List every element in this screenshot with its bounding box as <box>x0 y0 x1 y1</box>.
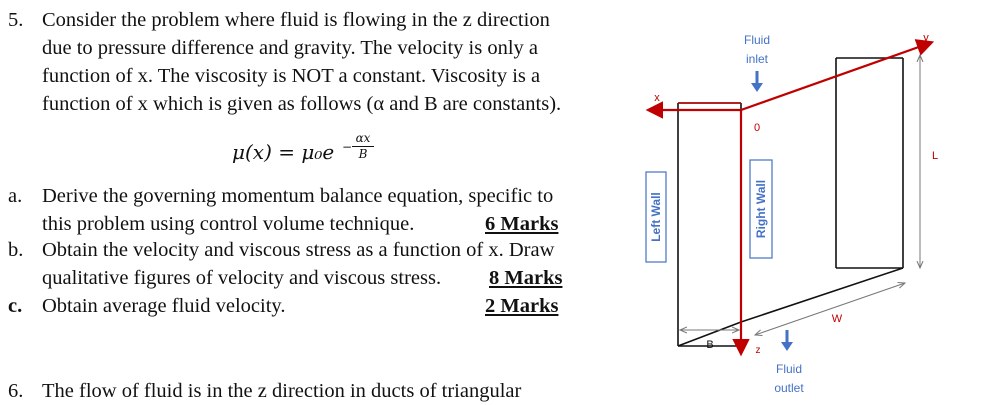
viscosity-equation <box>232 140 334 164</box>
q5-line-1: Consider the problem where fluid is flowing in the z direction <box>42 9 550 31</box>
q5-line-2: due to pressure difference and gravity. The velocity is only a <box>42 37 539 59</box>
part-c-label: c. <box>8 295 23 317</box>
exponent-sign: − <box>342 140 353 154</box>
equation-lhs: μ(x) = μ₀e <box>232 140 335 164</box>
q6-number: 6. <box>8 380 24 402</box>
part-a-label: a. <box>8 185 23 207</box>
channel-box <box>678 58 903 346</box>
q5-line-4: function of x which is given as follows (α and B are constants). <box>42 93 562 115</box>
part-a-line-2: this problem using control volume technique. <box>42 213 415 235</box>
fluid-outlet-label-1: Fluid <box>775 362 803 376</box>
q5-line-3: function of x. The viscosity is NOT a constant. Viscosity is a <box>42 65 541 87</box>
fluid-inlet-label-1: Fluid <box>743 33 771 47</box>
part-b-label: b. <box>8 239 24 261</box>
part-b-line-2: qualitative figures of velocity and viscous stress. <box>42 267 442 289</box>
dim-B-label: B <box>706 339 714 351</box>
exponent-numerator: αx <box>355 131 371 145</box>
origin-label: 0 <box>753 122 761 134</box>
part-c-line-1: Obtain average fluid velocity. <box>42 295 286 317</box>
fluid-outlet-label-2: outlet <box>774 381 804 395</box>
fluid-inlet-label-2: inlet <box>745 52 769 66</box>
axis-y-label: y <box>923 32 929 44</box>
dim-W-label: W <box>831 313 843 325</box>
axis-z-label: z <box>755 345 761 356</box>
part-b-line-1: Obtain the velocity and viscous stress as a function of x. Draw <box>42 239 555 261</box>
part-b-marks: 8 Marks <box>489 267 563 289</box>
exponent-denominator: B <box>358 147 368 161</box>
part-a-line-1: Derive the governing momentum balance equation, specific to <box>42 185 554 207</box>
left-wall-label: Left Wall <box>649 192 663 242</box>
part-a-marks: 6 Marks <box>485 213 559 235</box>
dim-L-label: L <box>931 150 939 162</box>
dimension-lines <box>680 55 920 335</box>
part-c-marks: 2 Marks <box>485 295 559 317</box>
right-wall-label: Right Wall <box>754 179 768 239</box>
axis-x-label: x <box>654 92 660 104</box>
q6-line-1: The flow of fluid is in the z direction in ducts of triangular <box>42 380 522 402</box>
flow-channel-diagram <box>630 0 982 401</box>
q5-number: 5. <box>8 9 24 31</box>
